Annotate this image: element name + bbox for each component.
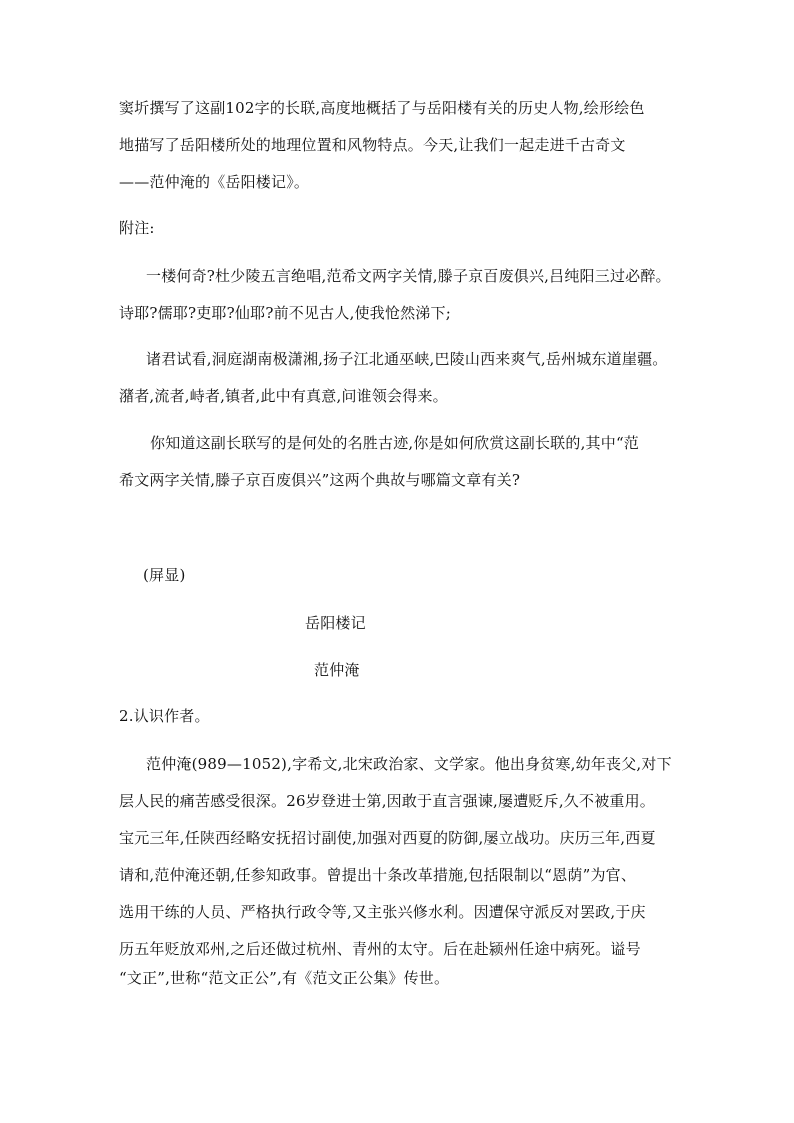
author-bio-line-3: 宝元三年,任陕西经略安抚招讨副使,加强对西夏的防御,屡立战功。庆历三年,西夏 <box>119 829 656 847</box>
couplet-2-line-1: 诸君试看,洞庭湖南极潇湘,扬子江北通巫峡,巴陵山西来爽气,岳州城东道崖疆。 <box>146 350 668 368</box>
question-line-1: 你知道这副长联写的是何处的名胜古迹,你是如何欣赏这副长联的,其中“范 <box>150 434 640 452</box>
screen-display-label: (屏显) <box>143 566 186 584</box>
section-2-heading: 2.认识作者。 <box>119 707 210 725</box>
author-bio-line-2: 层人民的痛苦感受很深。26岁登进士第,因敢于直言强谏,屡遭贬斥,久不被重用。 <box>119 792 655 810</box>
author-bio-line-6: 历五年贬放邓州,之后还做过杭州、青州的太守。后在赴颍州任途中病死。谥号 <box>119 940 641 958</box>
intro-line-1: 窦圻撰写了这副102字的长联,高度地概括了与岳阳楼有关的历史人物,绘形绘色 <box>119 99 645 117</box>
question-line-2: 希文两字关情,滕子京百废俱兴”这两个典故与哪篇文章有关? <box>119 471 521 489</box>
author-bio-line-5: 选用干练的人员、严格执行政令等,又主张兴修水利。因遭保守派反对罢政,于庆 <box>119 903 646 921</box>
essay-title: 岳阳楼记 <box>305 614 366 632</box>
couplet-2-line-2: 潴者,流者,峙者,镇者,此中有真意,问谁领会得来。 <box>119 387 448 405</box>
intro-line-2: 地描写了岳阳楼所处的地理位置和风物特点。今天,让我们一起走进千古奇文 <box>119 136 626 154</box>
essay-author: 范仲淹 <box>314 661 360 679</box>
author-bio-line-1: 范仲淹(989—1052),字希文,北宋政治家、文学家。他出身贫寒,幼年丧父,对下 <box>146 755 672 773</box>
author-bio-line-4: 请和,范仲淹还朝,任参知政事。曾提出十条改革措施,包括限制以“恩荫”为官、 <box>119 866 637 884</box>
author-bio-line-7: “文正”,世称“范文正公”,有《范文正公集》传世。 <box>119 969 450 987</box>
note-heading: 附注: <box>119 219 155 237</box>
intro-line-3: ——范仲淹的《岳阳楼记》。 <box>119 173 310 191</box>
couplet-1-line-2: 诗耶?儒耶?吏耶?仙耶?前不见古人,使我怆然涕下; <box>119 304 451 322</box>
couplet-1-line-1: 一楼何奇?杜少陵五言绝唱,范希文两字关情,滕子京百废俱兴,吕纯阳三过必醉。 <box>146 267 671 285</box>
